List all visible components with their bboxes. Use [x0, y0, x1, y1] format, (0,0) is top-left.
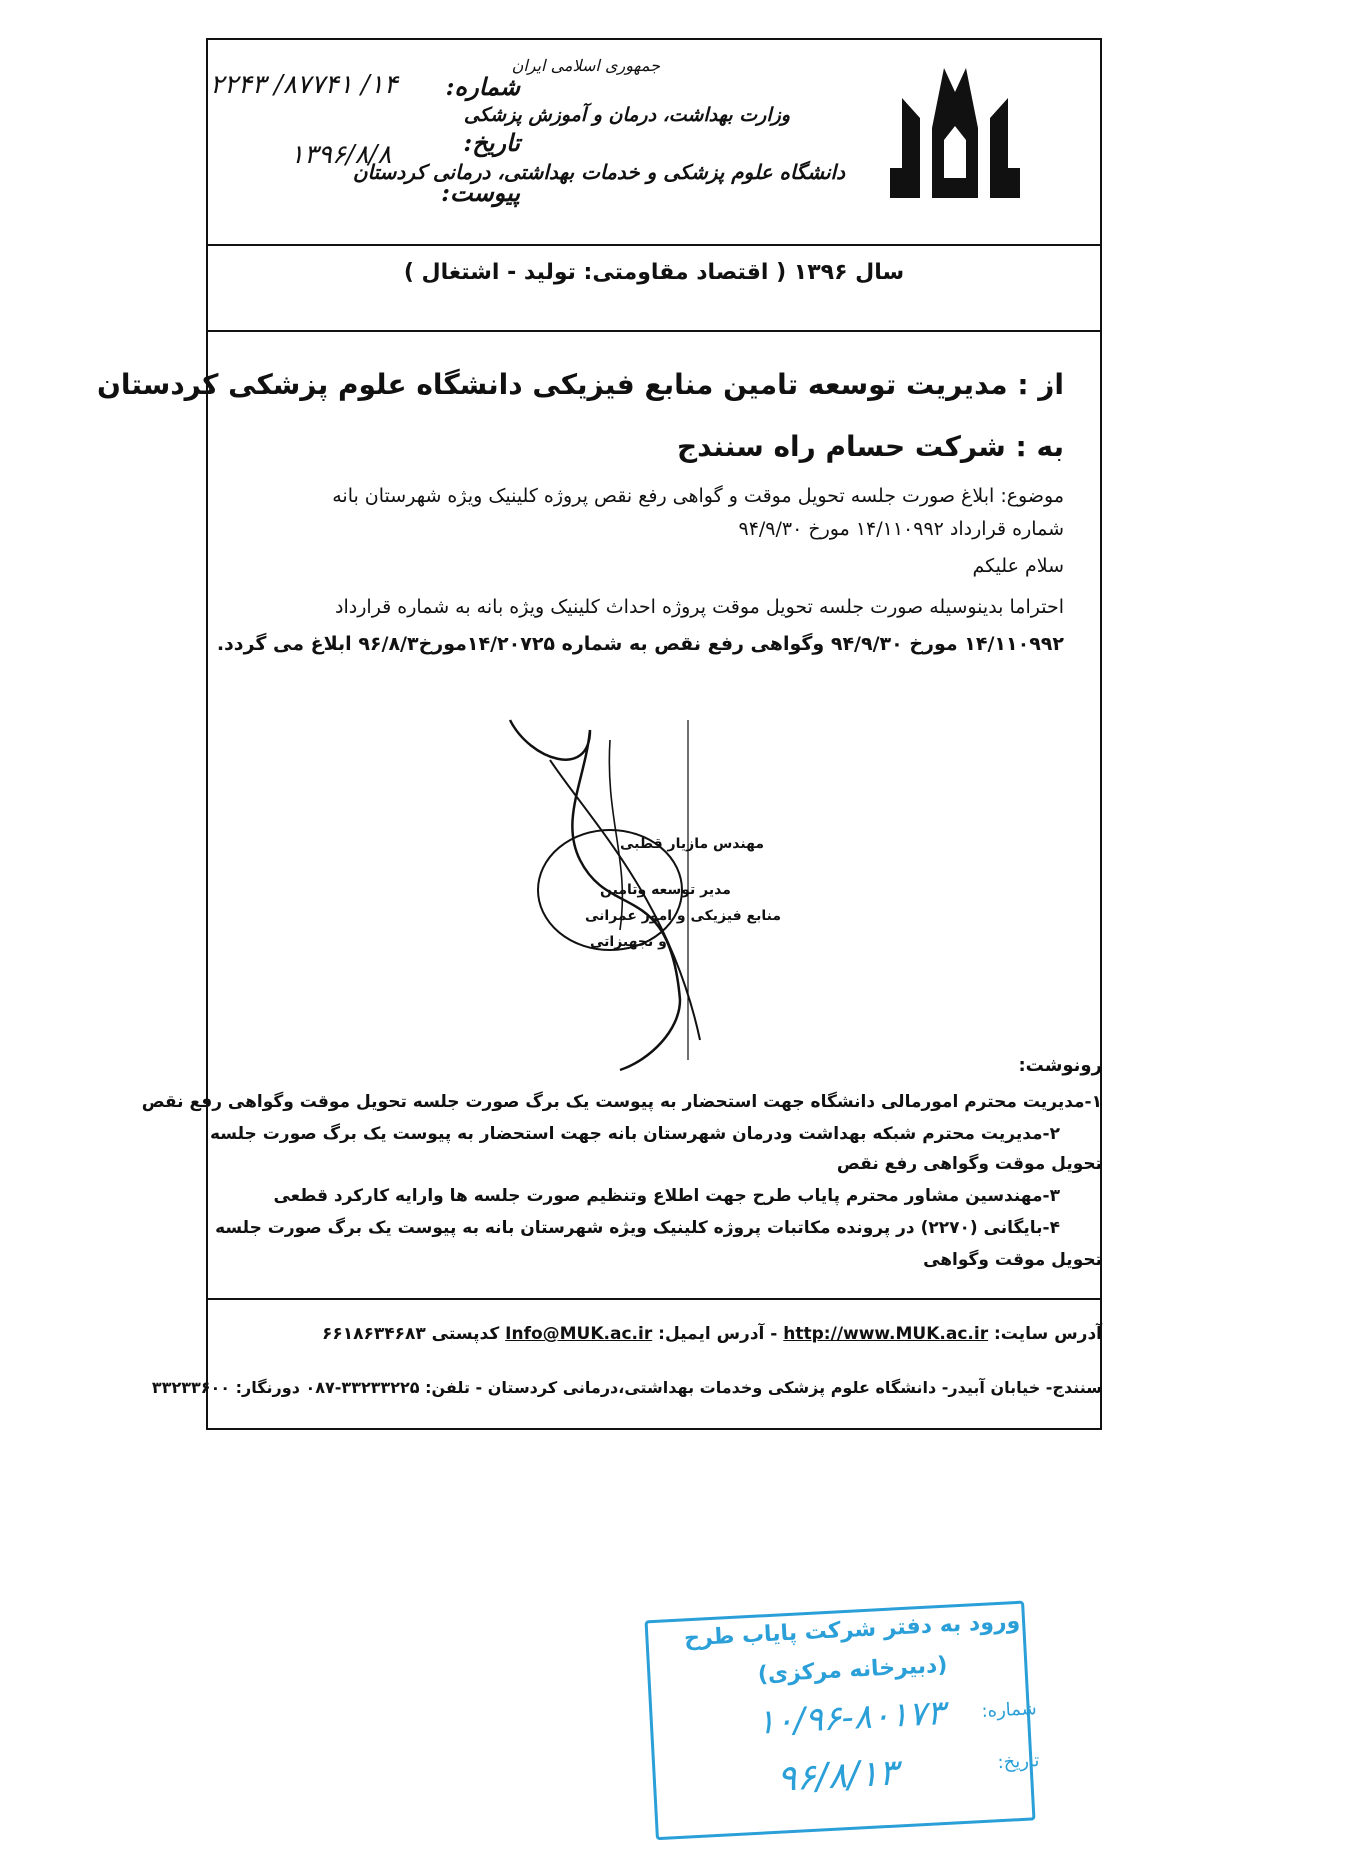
copy-line: تحویل موقت وگواهی — [923, 1250, 1102, 1270]
year-slogan: سال ۱۳۹۶ ( اقتصاد مقاومتی: تولید - اشتغال ) — [403, 260, 905, 285]
header-divider — [208, 244, 1100, 246]
letter-date: ۱۳۹۶/۸/۸ — [290, 140, 392, 170]
letter-to: به : شرکت حسام راه سنندج — [676, 430, 1064, 463]
footer-email-link[interactable]: Info@MUK.ac.ir — [505, 1324, 653, 1344]
university-name: دانشگاه علوم پزشکی و خدمات بهداشتی، درمانی کردستان — [352, 160, 845, 184]
seal-title-1: مدیر توسعه وتامین — [600, 882, 731, 898]
seal-title-2: منابع فیزیکی و امور عمرانی — [585, 908, 781, 924]
stamp-number: ۱۰/۹۶-۸۰۱۷۳ — [755, 1692, 946, 1743]
letter-from: از : مدیریت توسعه تامین منابع فیزیکی دانشگاه علوم پزشکی کردستان — [96, 368, 1064, 401]
attachment-label: پیوست: — [441, 178, 520, 207]
footer-website-link[interactable]: http://www.MUK.ac.ir — [783, 1324, 989, 1344]
footer-divider — [208, 1298, 1100, 1300]
seal-name: مهندس مازیار قطبی — [620, 836, 765, 852]
ministry-name: وزارت بهداشت، درمان و آموزش پزشکی — [463, 104, 790, 126]
date-label: تاریخ: — [463, 128, 520, 157]
stamp-date: ۹۶/۸/۱۳ — [775, 1752, 899, 1800]
stamp-subtitle: (دبیرخانه مرکزی) — [757, 1652, 948, 1688]
footer-postcode: کدپستی ۶۶۱۸۶۳۴۶۸۳ — [322, 1324, 500, 1344]
copy-line: تحویل موقت وگواهی رفع نقص — [836, 1154, 1102, 1174]
stamp-date-label: تاریخ: — [997, 1750, 1040, 1774]
footer-site-label: آدرس سایت: — [994, 1324, 1102, 1344]
body-line-1: احتراما بدینوسیله صورت جلسه تحویل موقت پروژه احداث کلینیک ویژه بانه به شماره قرارداد — [335, 596, 1064, 618]
university-logo-icon — [880, 58, 1030, 206]
slogan-divider — [208, 330, 1100, 332]
footer-email-label: - آدرس ایمیل: — [658, 1324, 778, 1344]
number-label: شماره: — [445, 72, 520, 101]
subject-line-2: شماره قرارداد ۱۴/۱۱۰۹۹۲ مورخ ۹۴/۹/۳۰ — [738, 518, 1064, 540]
subject-line-1: موضوع: ابلاغ صورت جلسه تحویل موقت و گواهی رفع نقص پروژه کلینیک ویژه شهرستان بانه — [332, 485, 1064, 507]
stamp-title: ورود به دفتر شرکت پایاب طرح — [683, 1608, 1021, 1652]
copies-title: رونوشت: — [1018, 1055, 1102, 1076]
copy-line: ۳-مهندسین مشاور محترم پایاب طرح جهت اطلاع وتنظیم صورت جلسه ها وارایه کارکرد قطعی — [273, 1186, 1060, 1206]
incoming-stamp — [645, 1600, 1051, 1840]
copy-line: ۲-مدیریت محترم شبکه بهداشت ودرمان شهرستان بانه جهت استحضار به پیوست یک برگ صورت جلسه — [209, 1124, 1060, 1144]
footer-address: سنندج- خیابان آبیدر- دانشگاه علوم پزشکی وخدمات بهداشتی،درمانی کردستان - تلفن: ۳۳۲۳۳۲۲۵-۰۸۷ دورنگار: ۳۳۲۳۳۶۰۰ — [151, 1378, 1102, 1397]
body-line-2: ۱۴/۱۱۰۹۹۲ مورخ ۹۴/۹/۳۰ وگواهی رفع نقص به شماره ۱۴/۲۰۷۲۵مورخ۹۶/۸/۳ ابلاغ می گردد. — [216, 633, 1064, 655]
country-name: جمهوری اسلامی ایران — [511, 56, 660, 75]
footer-contact — [322, 1324, 1102, 1344]
letter-number: ۱۴/ ۸۷۷۴۱/ ۲۲۴۳ — [210, 70, 398, 100]
copy-line: ۴-بایگانی (۲۲۷۰) در پرونده مکاتبات پروژه کلینیک ویژه شهرستان بانه به پیوست یک برگ صورت جلسه — [215, 1218, 1060, 1238]
seal-title-3: و تجهیزاتی — [590, 934, 667, 950]
stamp-number-label: شماره: — [981, 1698, 1038, 1722]
greeting: سلام علیکم — [972, 555, 1064, 577]
copy-line: ۱-مدیریت محترم امورمالی دانشگاه جهت استحضار به پیوست یک برگ صورت جلسه تحویل موقت وگواهی رفع نقص — [141, 1092, 1102, 1112]
